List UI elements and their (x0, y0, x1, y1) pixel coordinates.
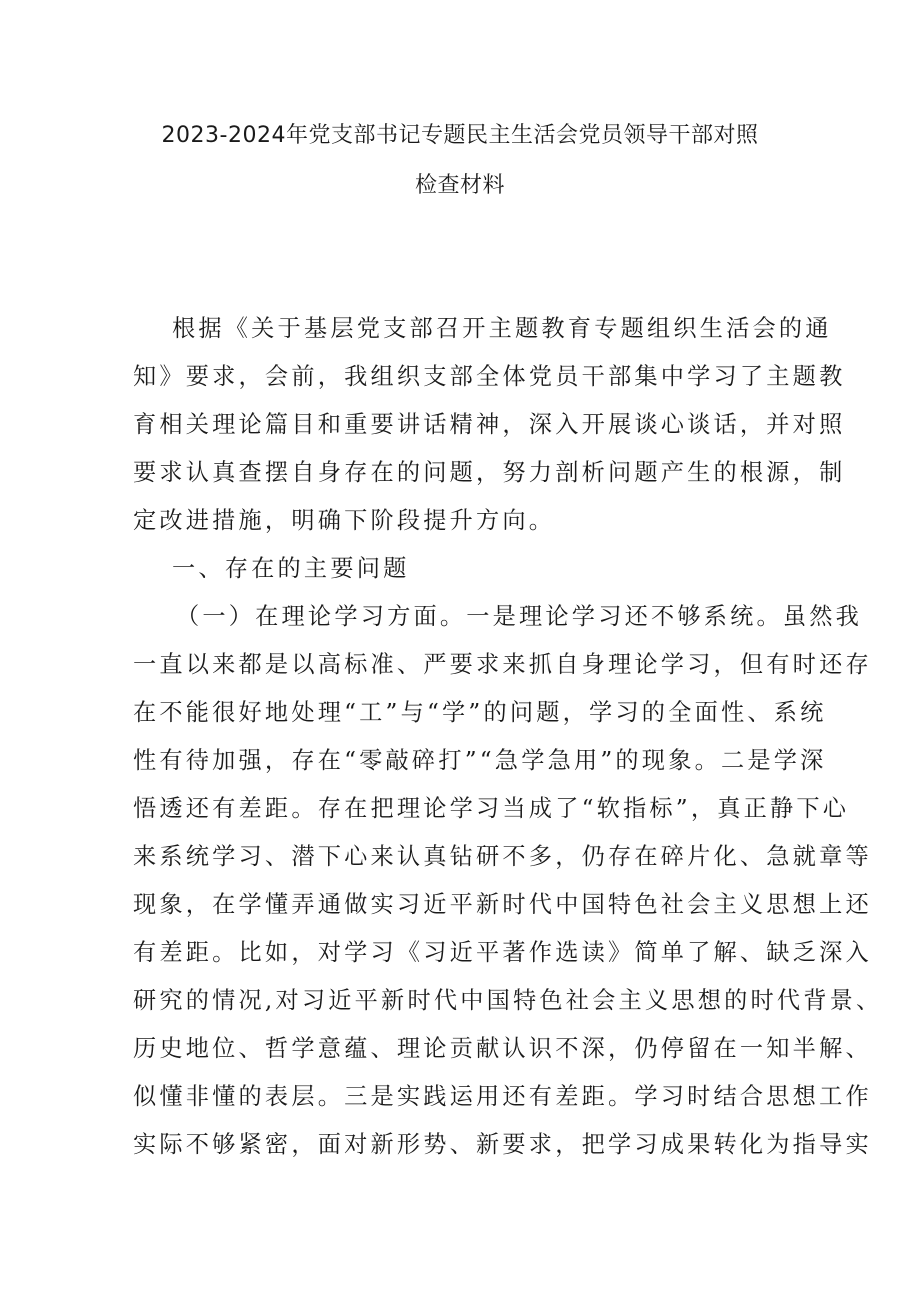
document-title-line-1: 2023-2024年党支部书记专题民主生活会党员领导干部对照 (161, 123, 759, 148)
document-title-line-2: 检查材料 (414, 173, 505, 198)
intro-line: 根据《关于基层党支部召开主题教育专题组织生活会的通 (172, 315, 832, 342)
intro-line: 知》要求，会前，我组织支部全体党员干部集中学习了主题教 (133, 363, 846, 390)
body-line: 历史地位、哲学意蕴、理论贡献认识不深，仍停留在一知半解、 (133, 1035, 872, 1062)
intro-line: 要求认真查摆自身存在的问题，努力剖析问题产生的根源，制 (133, 459, 846, 486)
body-line: 在不能很好地处理“工”与“学”的问题，学习的全面性、系统 (133, 699, 827, 726)
body-line: 悟透还有差距。存在把理论学习当成了“软指标”，真正静下心 (133, 795, 850, 822)
intro-line: 定改进措施，明确下阶段提升方向。 (133, 507, 556, 534)
body-line: 性有待加强，存在“零敲碎打”“急学急用”的现象。二是学深 (133, 747, 827, 774)
body-line: 有差距。比如，对学习《习近平著作选读》简单了解、缺乏深入 (133, 939, 872, 966)
body-line: 研究的情况,对习近平新时代中国特色社会主义思想的时代背景、 (133, 987, 883, 1014)
body-line: 现象，在学懂弄通做实习近平新时代中国特色社会主义思想上还 (133, 891, 872, 918)
body-line: 实际不够紧密，面对新形势、新要求，把学习成果转化为指导实 (133, 1131, 872, 1158)
body-line: 来系统学习、潜下心来认真钻研不多，仍存在碎片化、急就章等 (133, 843, 872, 870)
body-line: 一直以来都是以高标准、严要求来抓自身理论学习，但有时还存 (133, 651, 872, 678)
section-heading: 一、存在的主要问题 (172, 555, 410, 582)
body-line: 似懂非懂的表层。三是实践运用还有差距。学习时结合思想工作 (133, 1083, 872, 1110)
body-line: （一）在理论学习方面。一是理论学习还不够系统。虽然我 (176, 603, 863, 630)
intro-line: 育相关理论篇目和重要讲话精神，深入开展谈心谈话，并对照 (133, 411, 846, 438)
